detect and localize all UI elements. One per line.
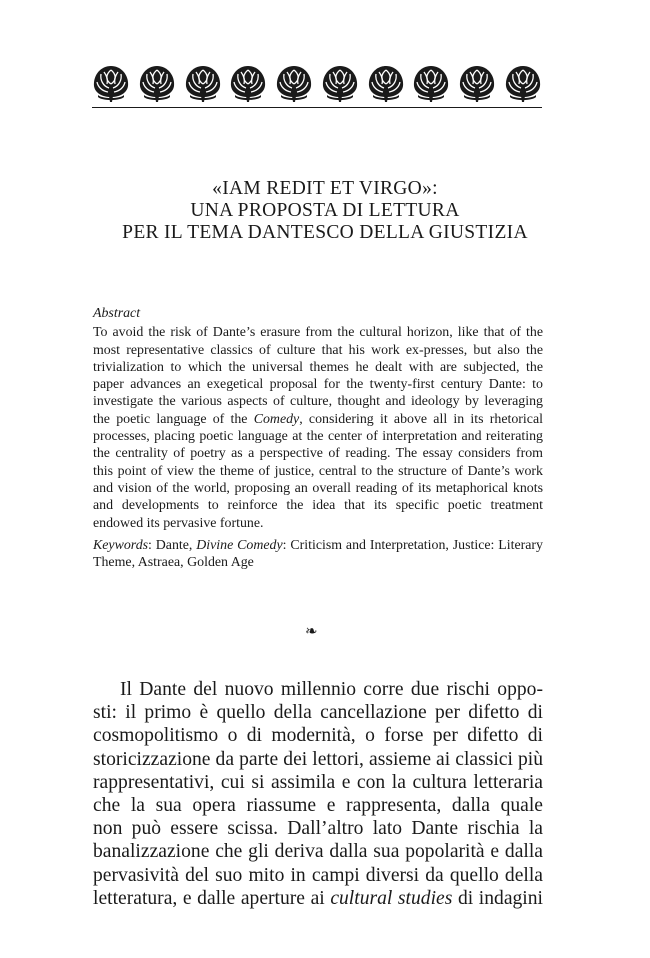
abstract-text-post: , considering it above all in its rhetorical processes, placing poetic language at the center of interpretation and reiterating the centrality of poetry as a perspective of reading. The essay considers from this point of view the theme of justice, central to the structure of Dante’s work and vision of the world, proposing an overall reading of its metaphorical knots and developments to reinforce the idea that its specific poetic treatment endowed its pervasive fortune. [93,411,543,531]
body-line: sti: il primo è quello della cancellazione per difetto di [93,702,543,724]
keywords-label: Keywords [93,537,149,553]
paper-title [60,178,590,244]
body-last-post: di indagini [452,887,543,909]
pinecone-ornament-icon [458,62,496,102]
body-line: Il Dante del nuovo millennio corre due rischi oppo- [120,679,543,700]
abstract-heading: Abstract [93,306,141,321]
keywords-pre: : Dante, [148,537,197,553]
pinecone-ornament-icon [184,62,222,102]
body-last-italic: cultural studies [330,887,453,909]
abstract-text-italic: Comedy [253,411,300,427]
body-paragraph [93,678,543,910]
body-line: non può essere scissa. Dall’altro lato Dante rischia la [93,818,543,840]
pinecone-ornament-icon [367,62,405,102]
pinecone-ornament-icon [275,62,313,102]
header-rule [92,107,542,108]
title-line-3: PER IL TEMA DANTESCO DELLA GIUSTIZIA [122,222,528,243]
pinecone-ornament-icon [321,62,359,102]
body-last-pre: letteratura, e dalle aperture ai [93,887,331,909]
body-line-last [93,887,543,910]
body-line: storicizzazione da parte dei lettori, assieme ai classici più [93,748,543,770]
abstract-body [93,324,543,532]
body-line: pervasività del suo mito in campi diversi da quello della [93,864,543,886]
body-line: che la sua opera riassume e rappresenta, dalla quale [93,795,543,817]
keywords-post: : Criticism and Interpretation, Justice: Literary Theme, Astraea, Golden Age [93,537,543,571]
fleuron-icon: ❧ [305,622,318,640]
pinecone-ornament-icon [229,62,267,102]
pinecone-ornament-icon [412,62,450,102]
ornament-row [92,62,542,102]
title-line-1: «IAM REDIT ET VIRGO»: [212,178,438,199]
title-line-2: UNA PROPOSTA DI LETTURA [190,200,460,221]
keywords [93,537,543,572]
body-line: cosmopolitismo o di modernità, o forse per difetto di [93,725,543,747]
body-line: rappresentativi, cui si assimila e con la cultura letteraria [93,771,543,793]
keywords-italic: Divine Comedy [196,537,283,553]
pinecone-ornament-icon [138,62,176,102]
pinecone-ornament-icon [504,62,542,102]
abstract-section [93,305,543,571]
abstract-text-pre: To avoid the risk of Dante’s erasure from the cultural horizon, like that of the most representative classics of culture that his work ex-presses, but also the trivialization to which the universal themes he dealt with are subjected, the paper advances an exegetical proposal for the twenty-first century Dante: to investigate the various aspects of culture, thought and ideology by leveraging the poetic language of the [93,325,543,427]
pinecone-ornament-icon [92,62,130,102]
body-line: banalizzazione che gli deriva dalla sua popolarità e dalla [93,841,543,863]
